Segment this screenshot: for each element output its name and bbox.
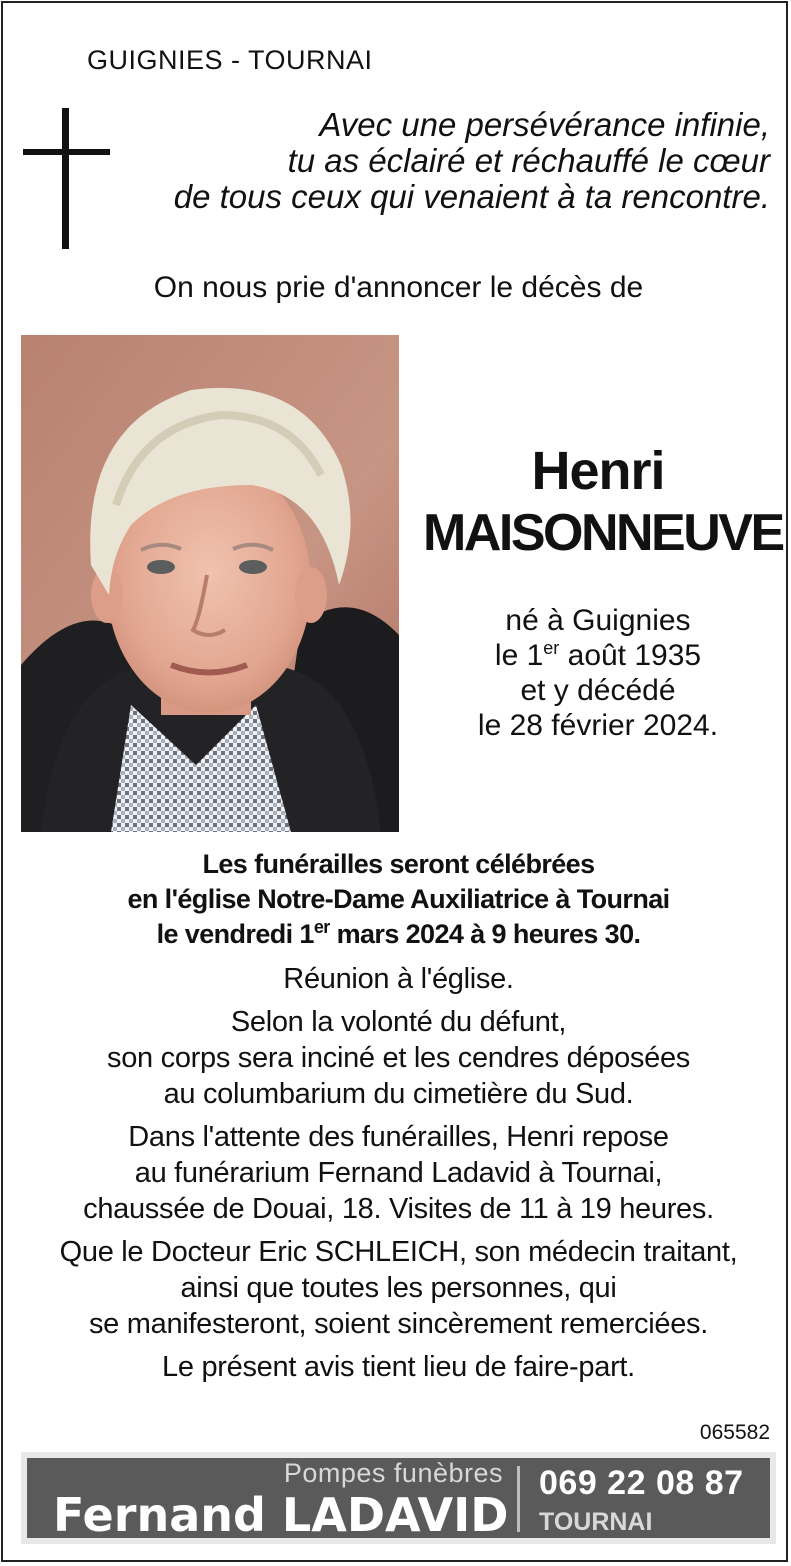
death-date: le 28 février 2024. — [477, 709, 719, 742]
poem-line: tu as éclairé et réchauffé le cœur — [287, 142, 770, 179]
paragraph — [3, 961, 791, 997]
paragraph-line: Que le Docteur Eric SCHLEICH, son médecin traitant, — [59, 1236, 738, 1268]
poem — [130, 107, 770, 215]
poem-line: de tous ceux qui venaient à ta rencontre. — [173, 178, 770, 215]
funeral-date-suffix: mars 2024 à 9 heures 30. — [329, 919, 641, 949]
funeral-home-banner-inner — [27, 1458, 770, 1542]
announcement-intro — [3, 271, 791, 305]
paragraph-line: ainsi que toutes les personnes, qui — [180, 1272, 617, 1304]
paragraph-line: Le présent avis tient lieu de faire-part. — [162, 1351, 635, 1383]
birth-place: né à Guignies — [505, 604, 691, 637]
paragraph-line: Selon la volonté du défunt, — [230, 1006, 567, 1038]
cross-vertical-bar — [62, 108, 69, 249]
paragraph — [3, 1234, 791, 1342]
paragraph-line: chaussée de Douai, 18. Visites de 11 à 19 heures. — [83, 1193, 714, 1225]
banner-divider — [517, 1466, 520, 1532]
paragraph — [3, 1119, 791, 1227]
poem-line: Avec une persévérance infinie, — [319, 106, 770, 143]
portrait-photo — [21, 335, 399, 832]
funeral-home-name: Fernand LADAVID — [53, 1488, 509, 1542]
funeral-date-sup: er — [313, 917, 330, 937]
deceased-first-name: Henri — [531, 441, 665, 501]
funeral-line: en l'église Notre-Dame Auxiliatrice à Tournai — [127, 884, 670, 914]
funeral-details — [3, 847, 791, 952]
funeral-line — [3, 917, 791, 952]
paragraph — [3, 1004, 791, 1112]
paragraph-line: Réunion à l'église. — [283, 963, 514, 995]
paragraph-line: se manifesteront, soient sincèrement remerciées. — [88, 1308, 709, 1340]
birth-date-sup: er — [543, 638, 560, 658]
service-label: Pompes funèbres — [283, 1458, 503, 1488]
reference-number: 065582 — [699, 1421, 770, 1444]
birth-date-suffix: août 1935 — [559, 639, 702, 672]
paragraph-line: au columbarium du cimetière du Sud. — [163, 1078, 634, 1110]
cross-horizontal-bar — [23, 149, 110, 155]
paragraph — [3, 1349, 791, 1385]
deceased-last-name: MAISONNEUVE — [423, 504, 783, 562]
funeral-home-banner — [21, 1452, 776, 1544]
funeral-home-phone: 069 22 08 87 — [539, 1464, 744, 1502]
portrait-image — [21, 335, 399, 832]
birth-date-prefix: le 1 — [494, 639, 544, 672]
location-heading: GUIGNIES - TOURNAI — [87, 45, 373, 75]
notice-body — [3, 961, 791, 1392]
paragraph-line: son corps sera inciné et les cendres déposées — [107, 1042, 690, 1074]
paragraph-line: au funérarium Fernand Ladavid à Tournai, — [134, 1157, 663, 1189]
paragraph-line: Dans l'attente des funérailles, Henri repose — [128, 1121, 669, 1153]
funeral-home-city: TOURNAI — [539, 1508, 653, 1536]
funeral-date-prefix: le vendredi 1 — [156, 919, 314, 949]
birth-death-details — [423, 603, 773, 743]
birth-date — [423, 638, 773, 673]
death-notice — [1, 1, 788, 1562]
announcement-intro-text: On nous prie d'annoncer le décès de — [153, 271, 644, 304]
funeral-line: Les funérailles seront célébrées — [202, 849, 595, 879]
death-place: et y décédé — [520, 674, 676, 707]
